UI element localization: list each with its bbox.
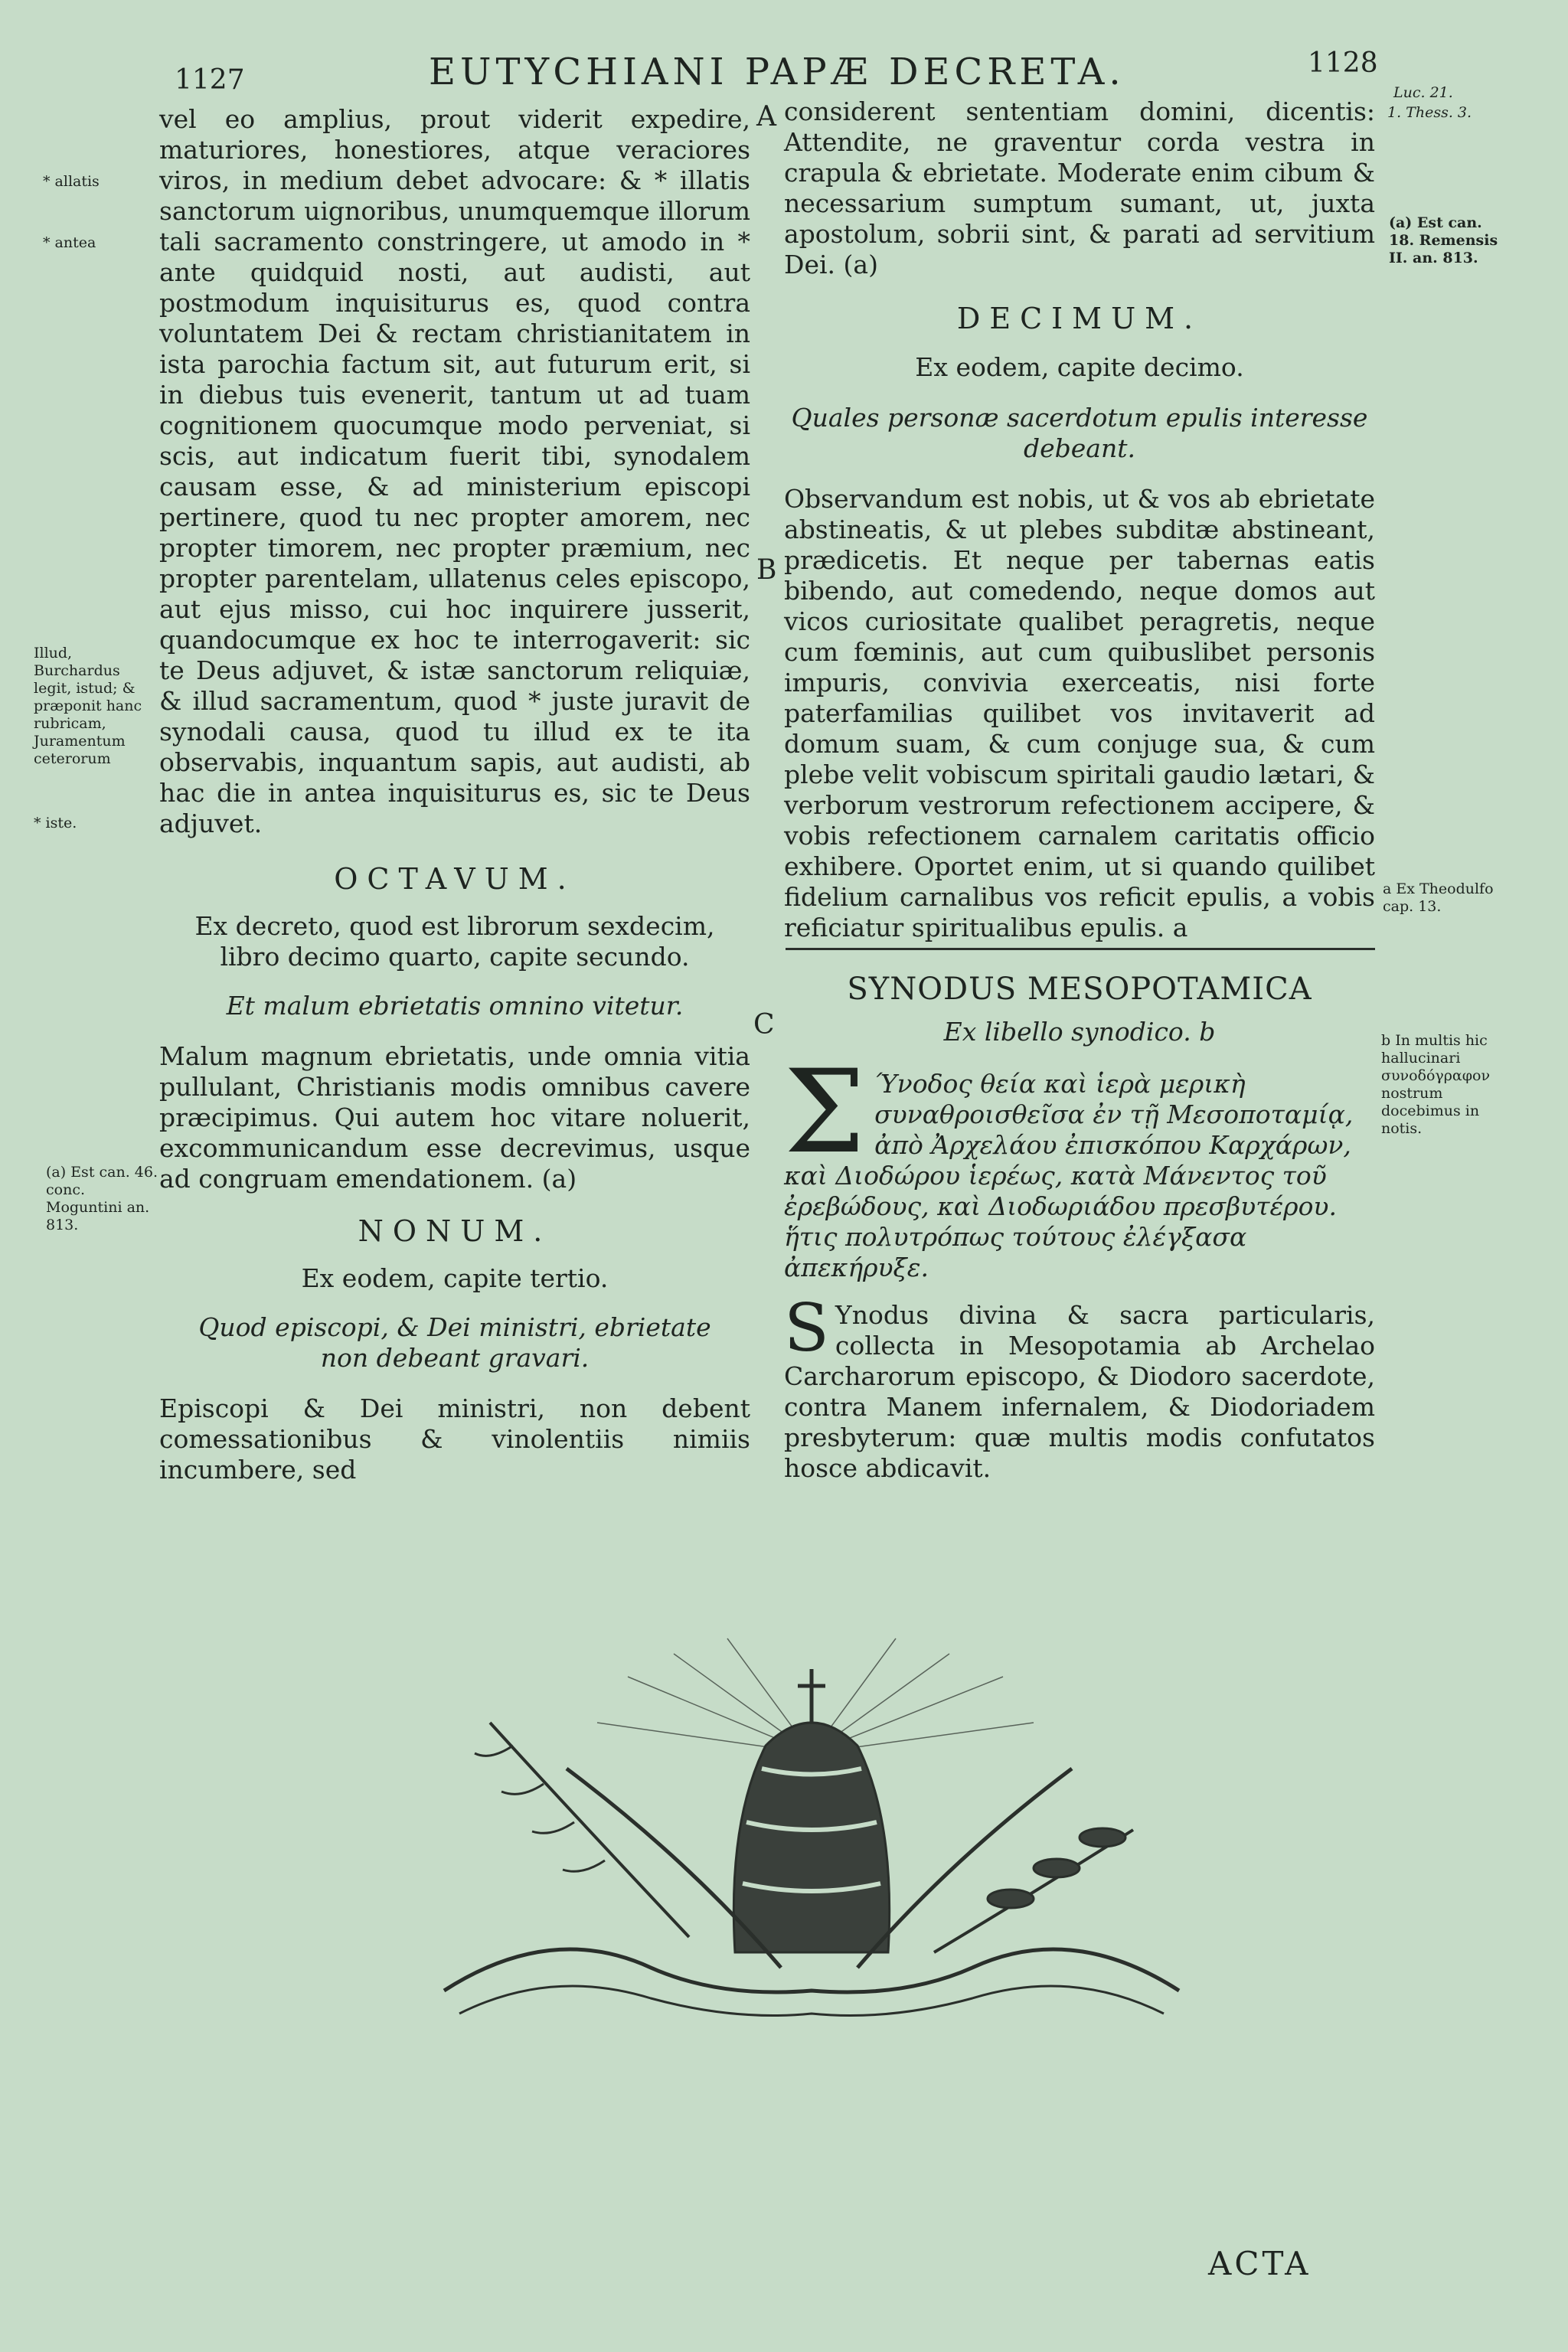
- greek-drop-initial: Σ: [784, 1046, 866, 1179]
- column-letter-a: A: [756, 101, 776, 132]
- synod-heading: SYNODUS MESOPOTAMICA: [847, 972, 1312, 1007]
- margin-note-antea: * antea: [43, 234, 96, 251]
- octavum-source: Ex decreto, quod est librorum sexdecim, libro decimo quarto, capite secundo.: [194, 911, 715, 972]
- column-letter-c: C: [753, 1009, 775, 1040]
- decimum-source: Ex eodem, capite decimo.: [915, 352, 1244, 382]
- section-divider-rule: [786, 948, 1375, 950]
- margin-note-remensis: (a) Est can. 18. Remensis II. an. 813.: [1389, 214, 1498, 266]
- synod-section: [784, 974, 1375, 1484]
- decimum-heading: DECIMUM.: [956, 302, 1203, 335]
- decimum-rubric: Quales personæ sacerdotum epulis interesse debeant.: [791, 403, 1368, 463]
- page-number-left: 1127: [175, 64, 245, 96]
- page-number-right: 1128: [1308, 47, 1378, 79]
- decimum-text: Observandum est nobis, ut & vos ab ebrietate abstineatis, & ut plebes subditæ abstineant, prædicetis. Et neque per tabernas eatis bibendo, aut comedendo, neque domos aut vicos curiositate qualibet peragretis, neque cum fœminis, aut cum quibuslibet personis impuris, convivia exerceatis, nisi forte paterfamilias quilibet vos invitaverit ad domum suam, & cum conjuge sua, & cum plebe velit vobiscum spiritali gaudio lætari, & verborum vestrorum refectionem accipere, & vobis refectionem carnalem caritatis officio exhibere. Oportet enim, ut si quando quilibet fidelium carnalibus vos reficit epulis, a vobis reficiatur spiritualibus epulis. a: [784, 484, 1375, 942]
- right-column: [784, 96, 1375, 943]
- nonum-text: Episcopi & Dei ministri, non debent comessationibus & vinolentiis nimiis incumbere, sed: [159, 1393, 750, 1485]
- octavum-text: Malum magnum ebrietatis, unde omnia vitia pullulant, Christianis modis omnibus cavere præcipimus. Qui autem hoc vitare noluerit, excommunicandum esse decrevimus, usque ad congruam emendationem. (a): [159, 1041, 750, 1194]
- nonum-source: Ex eodem, capite tertio.: [301, 1263, 609, 1293]
- octavum-rubric: Et malum ebrietatis omnino vitetur.: [226, 991, 684, 1021]
- margin-note-luke: Luc. 21.: [1393, 84, 1453, 101]
- margin-note-moguntini: (a) Est can. 46. conc. Moguntini an. 813.: [46, 1164, 158, 1233]
- tiara-ornament: [398, 1631, 1240, 2029]
- running-title: EUTYCHIANI PAPÆ DECRETA.: [429, 51, 1125, 93]
- latin-body: Ynodus divina & sacra particularis, collecta in Mesopotamia ab Archelao Carcharorum episcopo, & Diodoro sacerdote, contra Manem infernalem, & Diodoriadem presbyterum: quæ multis modis confutatos hosce abdicavit.: [784, 1300, 1375, 1483]
- margin-note-thess: 1. Thess. 3.: [1387, 104, 1472, 121]
- left-paragraph-1: vel eo amplius, prout viderit expedire, maturiores, honestiores, atque veraciores viros, in medium debet advocare: & * illatis sanctorum uignoribus, unumquemque illorum tali sacramento constringere, ut amodo in * ante quidquid nosti, aut audisti, aut postmodum inquisiturus es, quod contra voluntatem Dei & rectam christianitatem in ista parochia factum sit, aut futurum erit, si in diebus tuis evenerit, tantum ut ad tuam cognitionem quocumque modo perveniat, si scis, aut indicatum fuerit tibi, synodalem causam esse, & ad ministerium episcopi pertinere, quod tu nec propter amorem, nec propter timorem, nec propter præmium, nec propter parentelam, ullatenus celes episcopo, aut ejus misso, cui hoc inquirere jusserit, quandocumque ex hoc te interrogaverit: sic te Deus adjuvet, & istæ sanctorum reliquiæ, & illud sacramentum, quod * juste juravit de synodali causa, quod tu illud ex te ita observabis, inquantum sapis, aut audisti, ab hac die in antea inquisiturus es, sic te Deus adjuvet.: [159, 104, 750, 838]
- greek-text: [784, 1046, 1375, 1283]
- latin-text: [784, 1290, 1375, 1484]
- margin-note-burchardus: Illud, Burchardus legit, istud; & præponit hanc rubricam, Juramentum ceterorum: [34, 645, 142, 767]
- margin-note-allatis: * allatis: [43, 173, 100, 190]
- nonum-heading: NONUM.: [358, 1214, 552, 1248]
- right-paragraph-1: considerent sententiam domini, dicentis: Attendite, ne graventur corda vestra in crapula & ebrietate. Moderate enim cibum & necessarium sumptum sumant, ut, juxta apostolum, sobrii sint, & parati ad servitium Dei. (a): [784, 96, 1375, 279]
- column-letter-b: B: [756, 554, 777, 586]
- synod-source: Ex libello synodico. b: [943, 1017, 1216, 1047]
- catchword: ACTA: [1208, 2245, 1312, 2282]
- left-column: [159, 104, 750, 1485]
- nonum-rubric: Quod episcopi, & Dei ministri, ebrietate non debeant gravari.: [198, 1312, 711, 1373]
- octavum-heading: OCTAVUM.: [334, 862, 576, 896]
- margin-note-theodulfo: a Ex Theodulfo cap. 13.: [1383, 880, 1494, 915]
- margin-note-iste: * iste.: [34, 815, 77, 831]
- greek-body: Ύνοδος θεία καὶ ἱερὰ μερικὴ συναθροισθεῖσα ἐν τῇ Μεσοποταμίᾳ, ἀπὸ Ἀρχελάου ἐπισκόπου Καρχάρων, καὶ Διοδώρου ἱερέως, κατὰ Μάνεντος τοῦ ἐρεβώδους, καὶ Διοδωριάδου πρεσβυτέρου. ἥτις πολυτρόπως τούτους ἐλέγξασα ἀπεκήρυξε.: [784, 1069, 1354, 1282]
- latin-drop-initial: S: [784, 1290, 829, 1367]
- margin-note-hallucinari: b In multis hic hallucinari συνοδόγραφον nostrum docebimus in notis.: [1381, 1032, 1491, 1137]
